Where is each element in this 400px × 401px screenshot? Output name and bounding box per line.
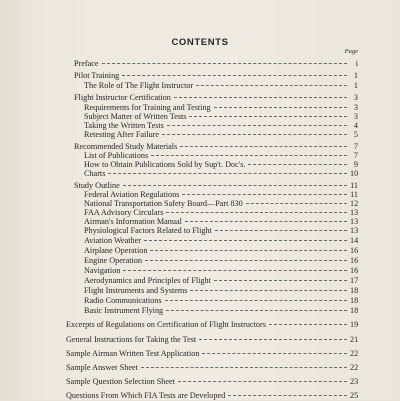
dot-leader [141, 367, 347, 368]
dot-leader [214, 280, 347, 281]
toc-entry-page: 22 [350, 363, 359, 372]
toc-entry-page: 18 [350, 296, 359, 305]
toc-entry-label: Retesting After Failure [84, 130, 160, 139]
toc-entry-page: 25 [350, 391, 359, 400]
toc-entry-page: 14 [350, 236, 359, 245]
toc-entry-page: 13 [350, 208, 359, 217]
dot-leader [123, 270, 347, 271]
toc-entry-label: Navigation [84, 266, 121, 275]
toc-entry-label: Excerpts of Regulations on Certification of Flight Instructors [66, 320, 266, 329]
dot-leader [214, 107, 347, 108]
toc-entry-page: 16 [350, 266, 359, 275]
toc-entry [84, 286, 358, 296]
dot-leader [102, 63, 347, 64]
toc-entry-label: Aerodynamics and Principles of Flight [84, 276, 211, 285]
toc-entry-page: 7 [353, 151, 358, 160]
dot-leader [151, 155, 347, 156]
toc-entry [84, 130, 358, 140]
dot-leader [228, 395, 347, 396]
toc-entry [66, 335, 358, 345]
page-column-label: Page [344, 48, 358, 55]
toc-entry-page: 1 [353, 81, 358, 90]
dot-leader [145, 260, 347, 261]
dot-leader [166, 212, 347, 213]
toc-entry-page: 3 [353, 93, 358, 102]
toc-entry-page: 4 [353, 121, 358, 130]
toc-entry [66, 320, 358, 330]
dot-leader [196, 85, 347, 86]
toc-entry-label: General Instructions for Taking the Test [66, 335, 197, 344]
toc-entry [84, 236, 358, 246]
toc-entry-label: How to Obtain Publications Sold by Sup't. Doc's. [84, 160, 246, 169]
dot-leader [248, 164, 347, 165]
toc-entry [84, 246, 358, 256]
toc-entry-label: Radio Communications [84, 296, 162, 305]
toc-entry-page: 7 [353, 142, 358, 151]
dot-leader [150, 250, 347, 251]
toc-entry-page: 16 [350, 246, 359, 255]
toc-entry-label: Study Outline [74, 181, 120, 190]
toc-entry-label: Charts [84, 169, 106, 178]
toc-entry-page: 1 [353, 71, 358, 80]
toc-entry-page: 3 [353, 112, 358, 121]
dot-leader [180, 146, 347, 147]
toc-entry-label: Sample Airman Written Test Application [66, 349, 200, 358]
dot-leader [108, 173, 347, 174]
toc-entry-label: Aviation Weather [84, 236, 142, 245]
toc-entry-label: Flight Instruments and Systems [84, 286, 188, 295]
toc-entry-page: 12 [350, 199, 359, 208]
toc-entry [84, 81, 358, 91]
toc-entry-label: Sample Answer Sheet [66, 363, 138, 372]
toc-entry [84, 306, 358, 316]
dot-leader [144, 240, 347, 241]
toc-entry [66, 349, 358, 359]
dot-leader [167, 125, 347, 126]
dot-leader [269, 324, 347, 325]
toc-entry-page: 13 [350, 217, 359, 226]
toc-entry-label: Federal Aviation Regulations [84, 190, 180, 199]
toc-entry-label: FAA Advisory Circulars [84, 208, 164, 217]
dot-leader [246, 203, 347, 204]
toc-entry-page: 18 [350, 286, 359, 295]
dot-leader [174, 97, 347, 98]
toc-entry-page: 13 [350, 226, 359, 235]
dot-leader [178, 381, 347, 382]
dot-leader [189, 116, 347, 117]
toc-entry-page: 19 [350, 320, 359, 329]
dot-leader [215, 230, 347, 231]
toc-entry-label: Basic Instrument Flying [84, 306, 164, 315]
dot-leader [202, 353, 347, 354]
toc-entry-label: List of Publications [84, 151, 149, 160]
dot-leader [199, 339, 347, 340]
toc-entry [84, 226, 358, 236]
dot-leader [166, 310, 347, 311]
toc-entry-label: Recommended Study Materials [74, 142, 178, 151]
toc-entry-page: 10 [350, 169, 359, 178]
toc-entry-label: Engine Operation [84, 256, 142, 265]
toc-entry-page: 21 [350, 335, 359, 344]
toc-entry-label: Subject Matter of Written Tests [84, 112, 187, 121]
toc-entry [74, 59, 358, 69]
dot-leader [162, 134, 347, 135]
toc-entry [84, 296, 358, 306]
toc-entry-page: i [355, 59, 358, 68]
toc-entry-page: 11 [350, 190, 358, 199]
toc-entry-label: Pilot Training [74, 71, 120, 80]
toc-entry-label: Airman's Information Manual [84, 217, 182, 226]
toc-entry [66, 363, 358, 373]
toc-entry-page: 16 [350, 256, 359, 265]
toc-entry-page: 3 [353, 103, 358, 112]
toc-entry [74, 71, 358, 81]
toc-entry-page: 23 [350, 377, 359, 386]
dot-leader [122, 75, 347, 76]
dot-leader [123, 185, 347, 186]
toc-entry [84, 276, 358, 286]
toc-entry-label: Requirements for Training and Testing [84, 103, 211, 112]
dot-leader [165, 300, 347, 301]
toc-entry-page: 11 [350, 181, 358, 190]
toc-entry-page: 17 [350, 276, 359, 285]
dot-leader [185, 221, 347, 222]
toc-entry-label: Sample Question Selection Sheet [66, 377, 175, 386]
toc-entry-label: The Role of The Flight Instructor [84, 81, 194, 90]
toc-entry-label: Taking the Written Tests [84, 121, 164, 130]
toc-entry-label: Physiological Factors Related to Flight [84, 226, 212, 235]
toc-entry-page: 5 [353, 130, 358, 139]
toc-entry [74, 93, 358, 103]
toc-entry-page: 9 [353, 160, 358, 169]
toc-entry-label: Questions From Which FIA Tests are Developed [66, 391, 226, 400]
toc-entry [84, 169, 358, 179]
toc-entry [66, 377, 358, 387]
toc-entry-page: 22 [350, 349, 359, 358]
dot-leader [182, 194, 347, 195]
toc-entry-label: National Transportation Safety Board—Part 830 [84, 199, 243, 208]
toc-entry [84, 266, 358, 276]
toc-entry-label: Flight Instructor Certification [74, 93, 171, 102]
toc-entry-label: Preface [74, 59, 99, 68]
toc-entry [84, 256, 358, 266]
dot-leader [190, 290, 347, 291]
contents-heading: CONTENTS [171, 37, 229, 48]
toc-entry-page: 18 [350, 306, 359, 315]
toc-entry-label: Airplane Operation [84, 246, 148, 255]
